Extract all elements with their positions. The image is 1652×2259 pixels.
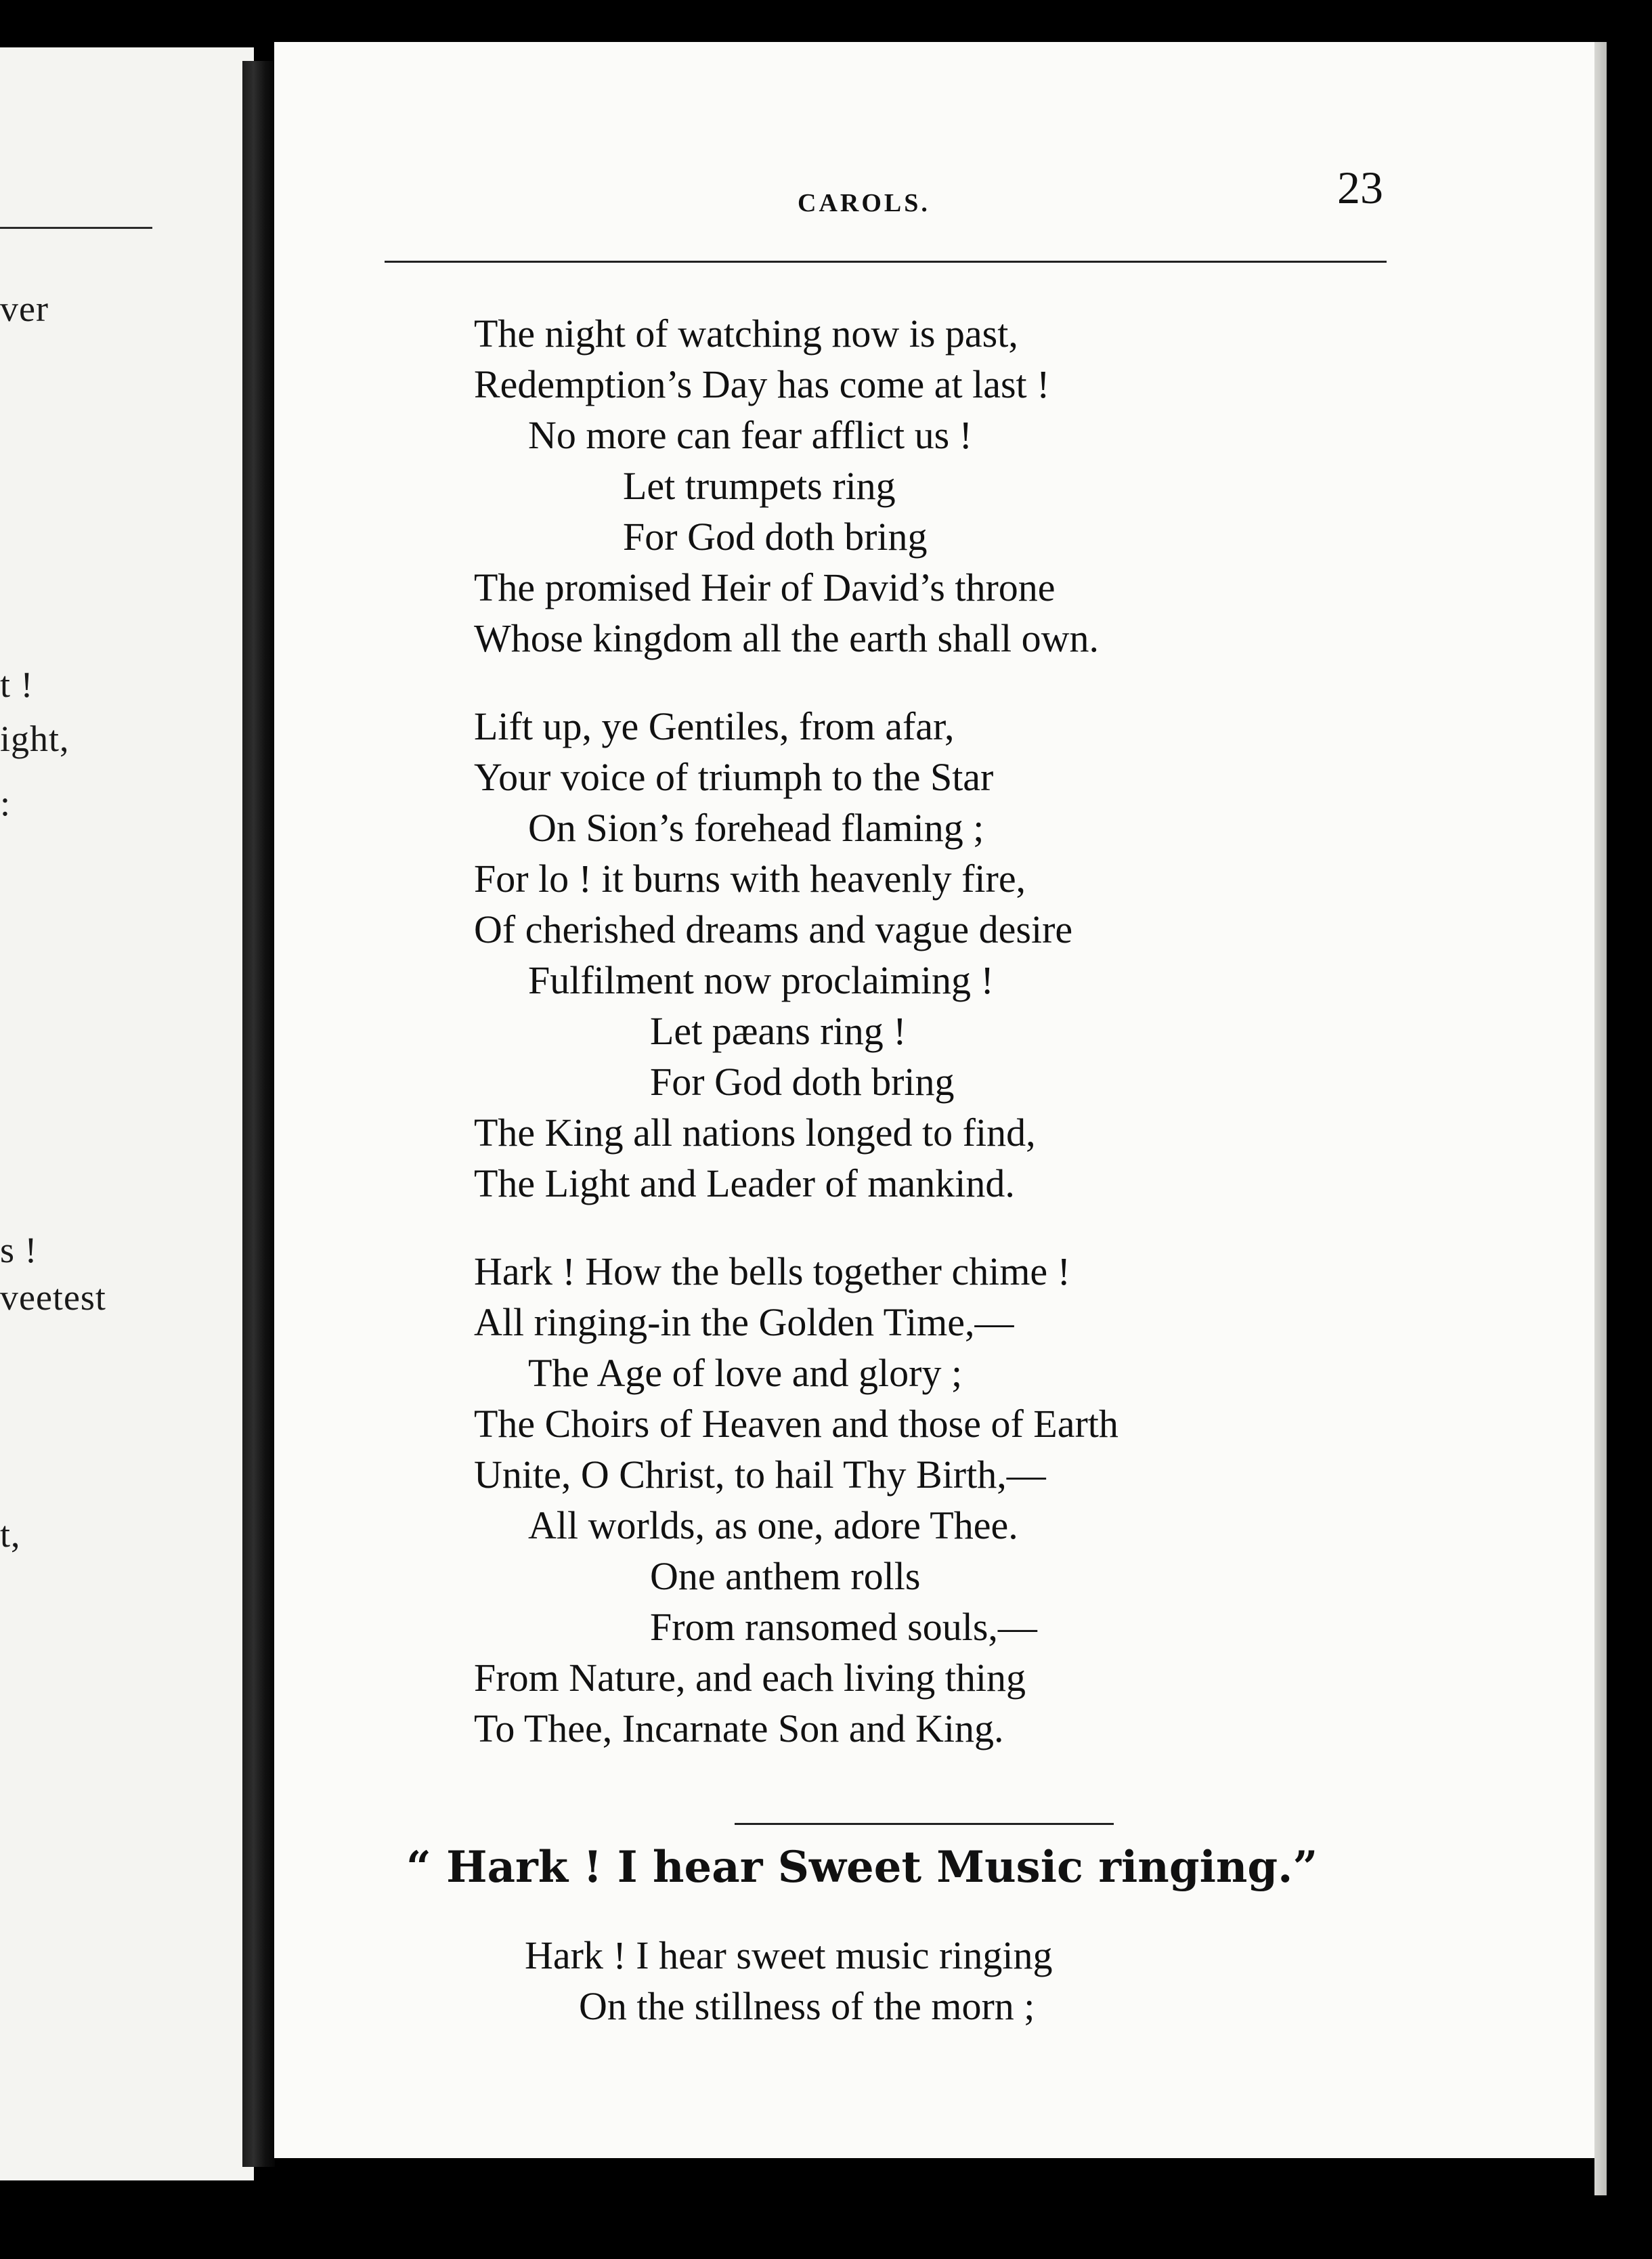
poem-line: One anthem rolls [650,1554,921,1598]
poem-line: For God doth bring [650,1060,955,1104]
poem-line: Redemption’s Day has come at last ! [474,362,1050,406]
poem-line: Hark ! How the bells together chime ! [474,1249,1070,1293]
stanza-3 [474,1246,1422,1754]
poem-line: On Sion’s forehead flaming ; [528,806,984,850]
poem-line: Let trumpets ring [623,464,896,508]
left-page-fragment: ver [0,288,49,329]
stanza-2 [474,701,1422,1209]
poem-line: Whose kingdom all the earth shall own. [474,616,1099,660]
carol-poem [474,308,1422,1754]
left-page-fragment: : [0,783,12,823]
poem-line: Unite, O Christ, to hail Thy Birth,— [474,1453,1046,1497]
poem-line: The night of watching now is past, [474,311,1018,356]
poem-line: Fulfilment now proclaiming ! [528,958,994,1002]
song-opening [525,1930,1405,2031]
poem-line: The Age of love and glory ; [528,1351,963,1395]
poem-line: The Choirs of Heaven and those of Earth [474,1402,1118,1446]
left-page-fragment: t, [0,1514,21,1555]
poem-line: For lo ! it burns with heavenly fire, [474,857,1026,901]
poem-line: Hark ! I hear sweet music ringing [525,1933,1053,1977]
poem-line: To Thee, Incarnate Son and King. [474,1706,1004,1750]
stanza-1 [474,308,1422,664]
poem-line: Your voice of triumph to the Star [474,755,994,799]
page-edge [1594,42,1607,2195]
poem-line: All ringing-in the Golden Time,— [474,1300,1014,1344]
stanza-gap [474,1209,1422,1246]
poem-line: From ransomed souls,— [650,1605,1037,1649]
poem-line: Lift up, ye Gentiles, from afar, [474,704,955,748]
poem-line: From Nature, and each living thing [474,1656,1026,1700]
page-number: 23 [1337,162,1383,213]
left-page-fragment: t ! [0,664,34,705]
running-head: CAROLS. [798,189,930,217]
stanza-gap [474,664,1422,701]
header-rule [385,261,1387,263]
left-page-fragment: s ! [0,1230,38,1270]
poem-line: The Light and Leader of mankind. [474,1161,1015,1205]
poem-line: On the stillness of the morn ; [579,1984,1035,2028]
poem-line: All worlds, as one, adore Thee. [528,1503,1018,1547]
poem-line: Of cherished dreams and vague desire [474,907,1073,951]
poem-line: The promised Heir of David’s throne [474,565,1056,609]
left-page-fragment: veetest [0,1277,106,1318]
poem-line: The King all nations longed to find, [474,1111,1036,1155]
left-page-rule [0,227,152,229]
book-gutter [242,61,275,2167]
poem-line: No more can fear afflict us ! [528,413,972,457]
song-title: “ Hark ! I hear Sweet Music ringing.” [406,1842,1318,1893]
left-page-fragment: ight, [0,718,70,759]
poem-line: Let pæans ring ! [650,1009,907,1053]
left-page [0,47,254,2180]
section-divider [735,1823,1114,1825]
poem-line: For God doth bring [623,515,928,559]
